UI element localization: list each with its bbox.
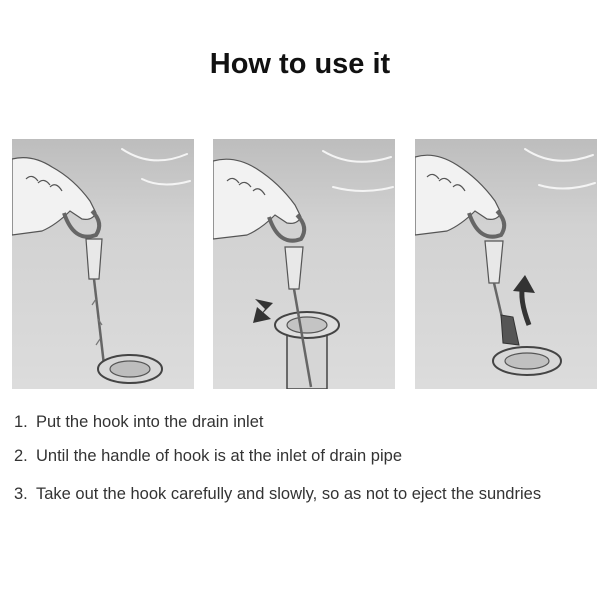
page-title: How to use it <box>209 48 391 80</box>
step-number: 2. <box>14 447 28 465</box>
hand-inserting-hook-illustration <box>12 139 194 389</box>
step-text: Take out the hook carefully and slowly, so as not to eject the sundries <box>36 485 542 503</box>
hand-pushing-hook-illustration <box>213 139 395 389</box>
illustration-step-1 <box>12 139 194 389</box>
hand-pulling-hook-illustration <box>415 139 597 389</box>
step-text: Put the hook into the drain inlet <box>36 413 264 431</box>
illustration-step-2 <box>213 139 395 389</box>
illustration-step-3 <box>415 139 597 389</box>
step-text: Until the handle of hook is at the inlet of drain pipe <box>36 447 402 465</box>
step-3 <box>14 484 589 504</box>
step-1 <box>14 412 589 432</box>
step-number: 3. <box>14 485 28 503</box>
step-2 <box>14 446 589 466</box>
step-number: 1. <box>14 413 28 431</box>
